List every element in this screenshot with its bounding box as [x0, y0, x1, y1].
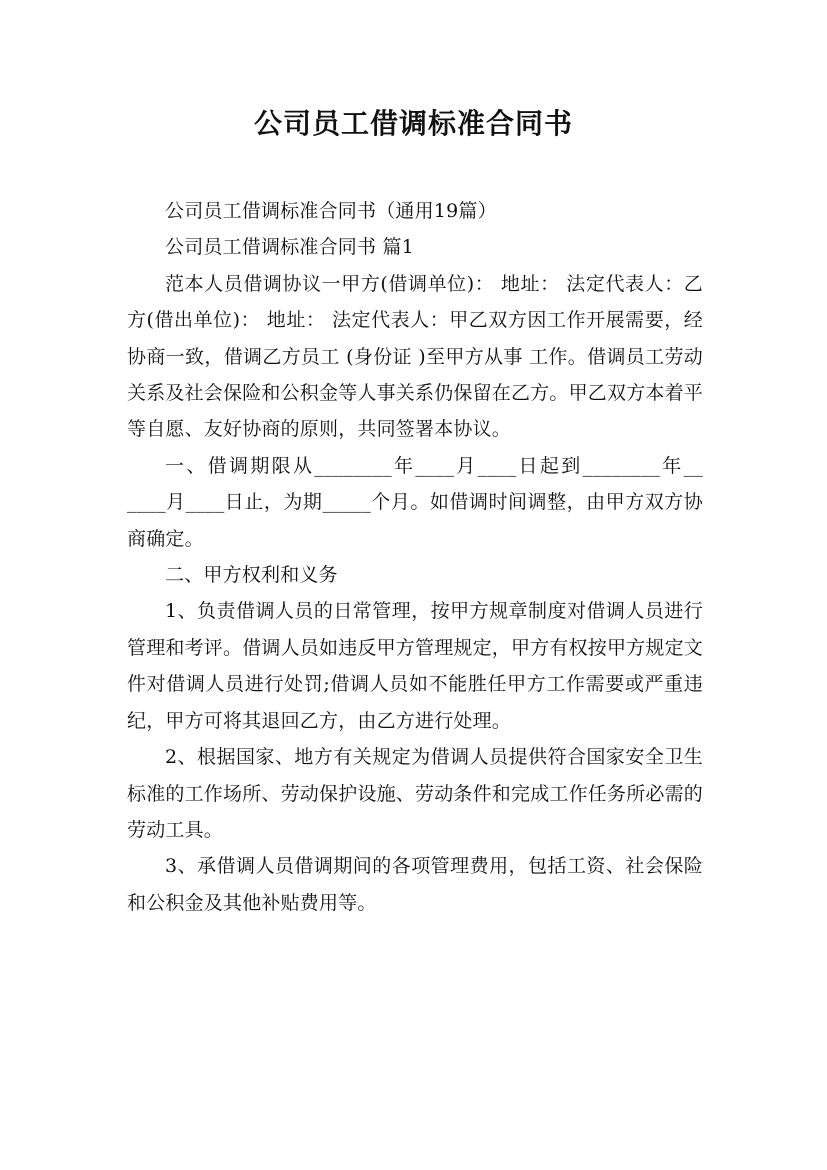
document-body [127, 193, 703, 921]
document-title: 公司员工借调标准合同书 [253, 107, 573, 140]
paragraph-party-a-heading: 二、甲方权利和义务 [165, 564, 338, 587]
paragraph-clause-1: 1、负责借调人员的日常管理，按甲方规章制度对借调人员进行管理和考评。借调人员如违反甲方管理规定，甲方有权按甲方规定文件对借调人员进行处罚;借调人员如不能胜任甲方工作需要或严重违纪，甲方可将其退回乙方，由乙方进行处理。 [127, 600, 704, 732]
paragraph-term: 一、借调期限从________年____月____日起到________年__ ____月____日止，为期_____个月。如借调时间调整，由甲方双方协商确定。 [127, 454, 703, 550]
paragraph-subtitle: 公司员工借调标准合同书（通用19篇） [165, 200, 497, 222]
paragraph-clause-2: 2、根据国家、地方有关规定为借调人员提供符合国家安全卫生标准的工作场所、劳动保护设施、劳动条件和完成工作任务所必需的劳动工具。 [127, 746, 704, 841]
paragraph-section-heading: 公司员工借调标准合同书 篇1 [165, 236, 414, 259]
paragraph-preamble: 范本人员借调协议一甲方(借调单位)： 地址： 法定代表人：乙方(借出单位)： 地址： 法定代表人：甲乙双方因工作开展需要，经协商一致，借调乙方员工 (身份证 )至甲方从事 工作。借调员工劳动关系及社会保险和公积金等人事关系仍保留在乙方。甲乙双方本着平等自愿、友好协商的原则，共同签署本协议。 [127, 272, 704, 441]
paragraph-clause-3: 3、承借调人员借调期间的各项管理费用，包括工资、社会保险和公积金及其他补贴费用等。 [127, 855, 703, 914]
